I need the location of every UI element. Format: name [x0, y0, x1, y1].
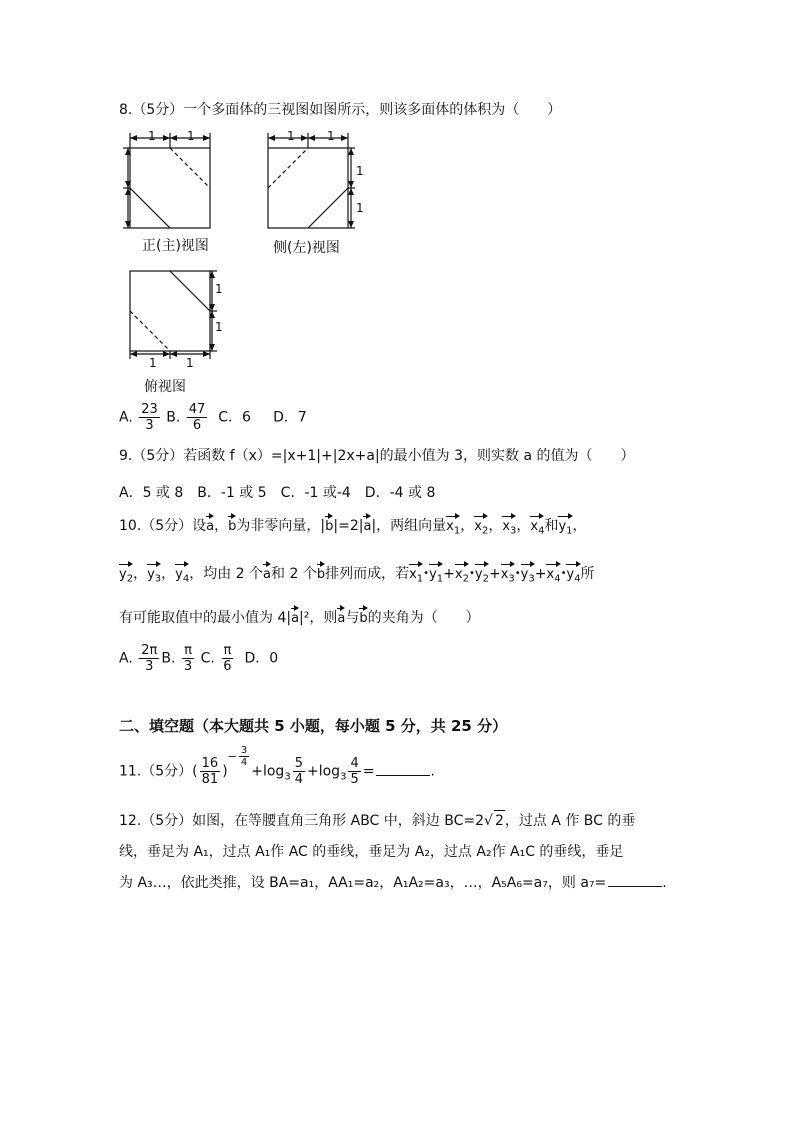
q10-option-c-fraction: $\frac{\pi}{6}$	[223, 643, 232, 674]
q11-log-fraction-2: $\frac{4}{5}$	[350, 756, 359, 787]
side-dim-4: 1	[356, 201, 364, 215]
q9-options: A．5 或 8 B．-1 或 5 C．-1 或-4 D．-4 或 8	[119, 485, 436, 501]
q9-stem: 9.（5分）若函数 f（x）=|x+1|+|2x+a|的最小值为 3，则实数 a 的值为（ ）	[119, 448, 635, 464]
q12-answer-blank	[608, 874, 662, 887]
top-dim-1: 1	[215, 282, 223, 296]
section-2-heading: 二、填空题（本大题共 5 小题，每小题 5 分，共 25 分）	[119, 717, 508, 735]
side-dim-3: 1	[356, 164, 364, 178]
top-dim-4: 1	[186, 356, 194, 370]
q10-line-3: 有可能取值中的最小值为 4|a|²，则a与b的夹角为（ ）	[119, 604, 480, 628]
q8-option-a-fraction: $\frac{23}{3}$	[141, 402, 158, 433]
side-caption: 侧(左)视图	[273, 240, 340, 256]
q12-line-2: 线，垂足为 A₁，过点 A₁作 AC 的垂线，垂足为 A₂，过点 A₂作 A₁C 的垂线，垂足	[119, 844, 624, 860]
side-dim-2: 1	[327, 129, 335, 143]
q10-option-d: D．0	[244, 650, 279, 667]
q8-option-c: C．6	[218, 409, 251, 426]
q10-line-1: 10.（5分）设a，b为非零向量，|b|=2|a|，两组向量$x_1$，$x_2$，$x_3$，$x_4$和$y_1$，	[119, 512, 587, 539]
side-view-diagram	[262, 128, 362, 236]
front-caption: 正(主)视图	[142, 238, 209, 254]
front-dim-2: 1	[187, 129, 195, 143]
top-view-diagram	[122, 265, 222, 365]
front-view-diagram	[120, 128, 220, 236]
q12-line-1: 12.（5分）如图，在等腰直角三角形 ABC 中，斜边 BC=2√ 2，过点 A 作 BC 的垂	[119, 810, 635, 831]
q10-option-a-fraction: $\frac{2\pi}{3}$	[141, 643, 158, 674]
q8-options: A. $\frac{23}{3}$ B. $\frac{47}{6}$ C．6 D．7	[119, 402, 307, 433]
top-dim-3: 1	[149, 356, 157, 370]
front-dim-1: 1	[148, 129, 156, 143]
q10-options: A. $\frac{2\pi}{3}$ B. $\frac{\pi}{3}$ C. $\frac{\pi}{6}$ D．0	[119, 643, 279, 674]
q10-option-b-fraction: $\frac{\pi}{3}$	[183, 643, 193, 674]
q8-stem: 8.（5分）一个多面体的三视图如图所示，则该多面体的体积为（ ）	[119, 102, 562, 118]
q11-log-fraction-1: $\frac{5}{4}$	[294, 756, 303, 787]
q11-answer-blank	[376, 763, 430, 776]
q11: 11.（5分）( $\frac{16}{81}$ )$^{- \frac{3}{4}}$ $+\log_3$ $\frac{5}{4}$ $+\log_3$ $\frac{4}{5}$ = .	[119, 745, 435, 787]
q10-line-2: $y_2$，$y_3$，$y_4$，均由 2 个a和 2 个b排列而成，若$x_1•y_1+x_2•y_2+x_3•y_3+x_4•y_4$所	[119, 560, 595, 587]
side-dim-1: 1	[287, 129, 295, 143]
top-dim-2: 1	[215, 320, 223, 334]
top-caption: 俯视图	[144, 379, 186, 395]
q8-option-d: D．7	[273, 409, 307, 426]
q8-option-b-fraction: $\frac{47}{6}$	[188, 402, 206, 433]
q12-line-3: 为 A₃…，依此类推，设 BA=a₁，AA₁=a₂，A₁A₂=a₃，…，A₅A₆=a₇，则 a₇= .	[119, 875, 667, 891]
q11-base-fraction: $\frac{16}{81}$	[201, 756, 219, 787]
